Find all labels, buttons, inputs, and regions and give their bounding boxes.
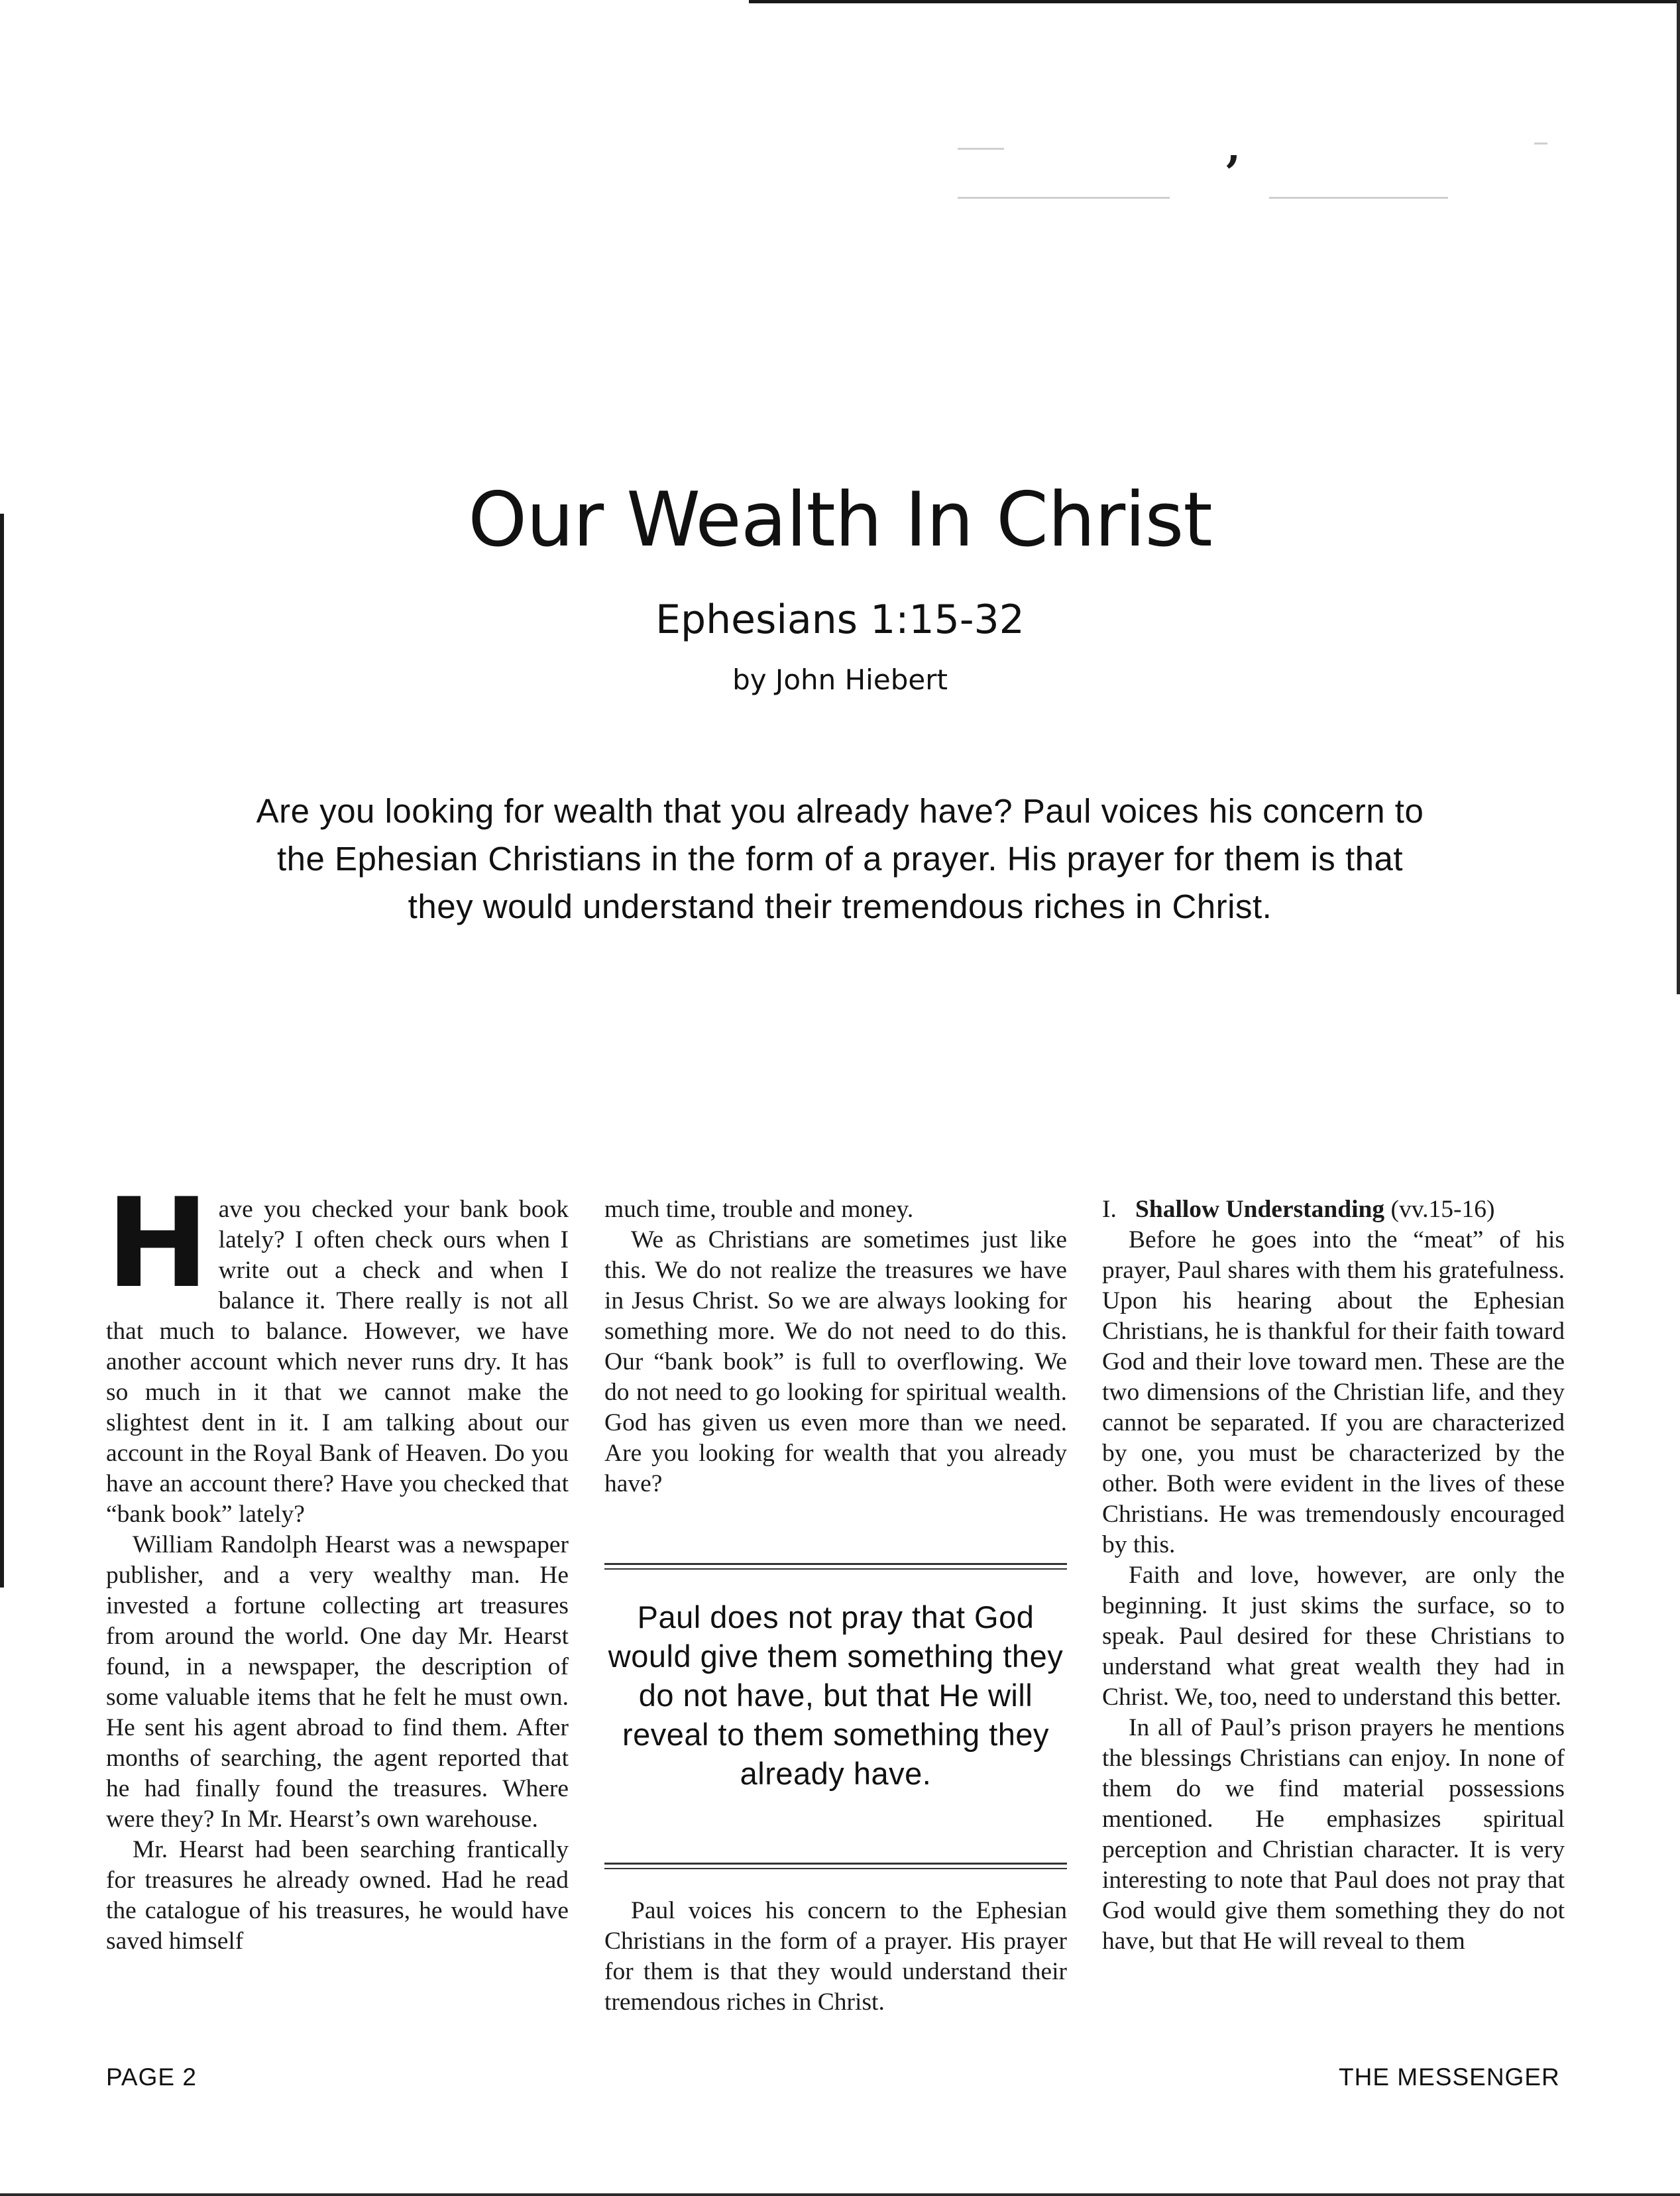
section-number: I. <box>1102 1196 1117 1223</box>
section-verse-ref: (vv.15-16) <box>1390 1196 1495 1223</box>
pull-quote-text: Paul does not pray that God would give them something they do not have, but that He will reveal to them something they already have. <box>608 1599 1064 1791</box>
scan-edge-top <box>749 0 1680 3</box>
pull-quote-rule-top <box>604 1563 1067 1570</box>
paragraph: Paul voices his concern to the Ephesian Christians in the form of a prayer. His prayer for them is that they would understand their tremendous riches in Christ. <box>604 1897 1067 2016</box>
pull-quote-rule-bottom <box>604 1863 1067 1869</box>
paragraph: Mr. Hearst had been searching frantically for treasures he already owned. Had he read the catalogue of his treasures, he would have saved himself <box>106 1836 569 1955</box>
column-2 <box>604 1194 1067 1499</box>
drop-cap: H <box>106 1171 209 1315</box>
section-title: Shallow Understanding <box>1135 1196 1385 1223</box>
paragraph: Before he goes into the “meat” of his prayer, Paul shares with them his gratefulness. Upon his hearing about the Ephesian Christians, he is thankful for their faith toward God and their love toward men. These are the two dimensions of the Christian life, and they cannot be separated. If you are characterized by one, you must be characterized by the other. Both were evident in the lives of these Christians. He was tremendously encouraged by this. <box>1102 1226 1565 1558</box>
section-heading <box>1102 1194 1565 1225</box>
publication-name: THE MESSENGER <box>1339 2063 1560 2091</box>
page-number: PAGE 2 <box>106 2063 197 2091</box>
column-3 <box>1102 1194 1565 1957</box>
scripture-reference: Ephesians 1:15-32 <box>655 597 1025 643</box>
paragraph: Faith and love, however, are only the beginning. It just skims the surface, so to speak. Paul desired for these Christians to understand what great wealth they had in Christ. We, too, need to understand this better. <box>1102 1562 1565 1711</box>
column-1 <box>106 1171 569 1957</box>
paragraph-text: ave you checked your bank book lately? I often check ours when I write out a check and when I balance it. There really is not all that much to balance. However, we have another account which never runs dry. It has so much in it that we cannot make the slightest dent in it. I am talking about our account in the Royal Bank of Heaven. Do you have an account there? Have you checked that “bank book” lately? <box>106 1196 569 1528</box>
scan-edge-bottom <box>0 2193 1680 2196</box>
intro-summary: Are you looking for wealth that you already have? Paul voices his concern to the Ephesian Christians in the form of a prayer. His prayer for them is that they would understand their tremendous riches in Christ. <box>256 792 1424 925</box>
paragraph: In all of Paul’s prison prayers he mentions the blessings Christians can enjoy. In none of them do we find material possessions mentioned. He emphasizes spiritual perception and Christian character. It is very interesting to note that Paul does not pray that God would give them something they do not have, but that He will reveal to them <box>1102 1714 1565 1955</box>
pull-quote <box>604 1563 1067 1869</box>
faded-bleed-through-mark: , <box>958 136 1554 222</box>
byline: by John Hiebert <box>732 664 948 696</box>
page-title: Our Wealth In Christ <box>468 476 1212 563</box>
column-2-continued <box>604 1896 1067 2018</box>
paragraph: William Randolph Hearst was a newspaper publisher, and a very wealthy man. He invested a fortune collecting art treasures from around the world. One day Mr. Hearst found, in a newspaper, the description of some valuable items that he felt he must own. He sent his agent abroad to find them. After months of searching, the agent reported that he had finally found the treasures. Where were they? In Mr. Hearst’s own warehouse. <box>106 1531 569 1833</box>
paragraph: We as Christians are sometimes just like this. We do not realize the treasures we have in Jesus Christ. So we are always looking for something more. We do not need to do this. Our “bank book” is full to overflowing. We do not need to go looking for spiritual wealth. God has given us even more than we need. Are you looking for wealth that you already have? <box>604 1226 1067 1497</box>
paragraph <box>106 1171 569 1530</box>
paragraph: much time, trouble and money. <box>604 1196 914 1223</box>
